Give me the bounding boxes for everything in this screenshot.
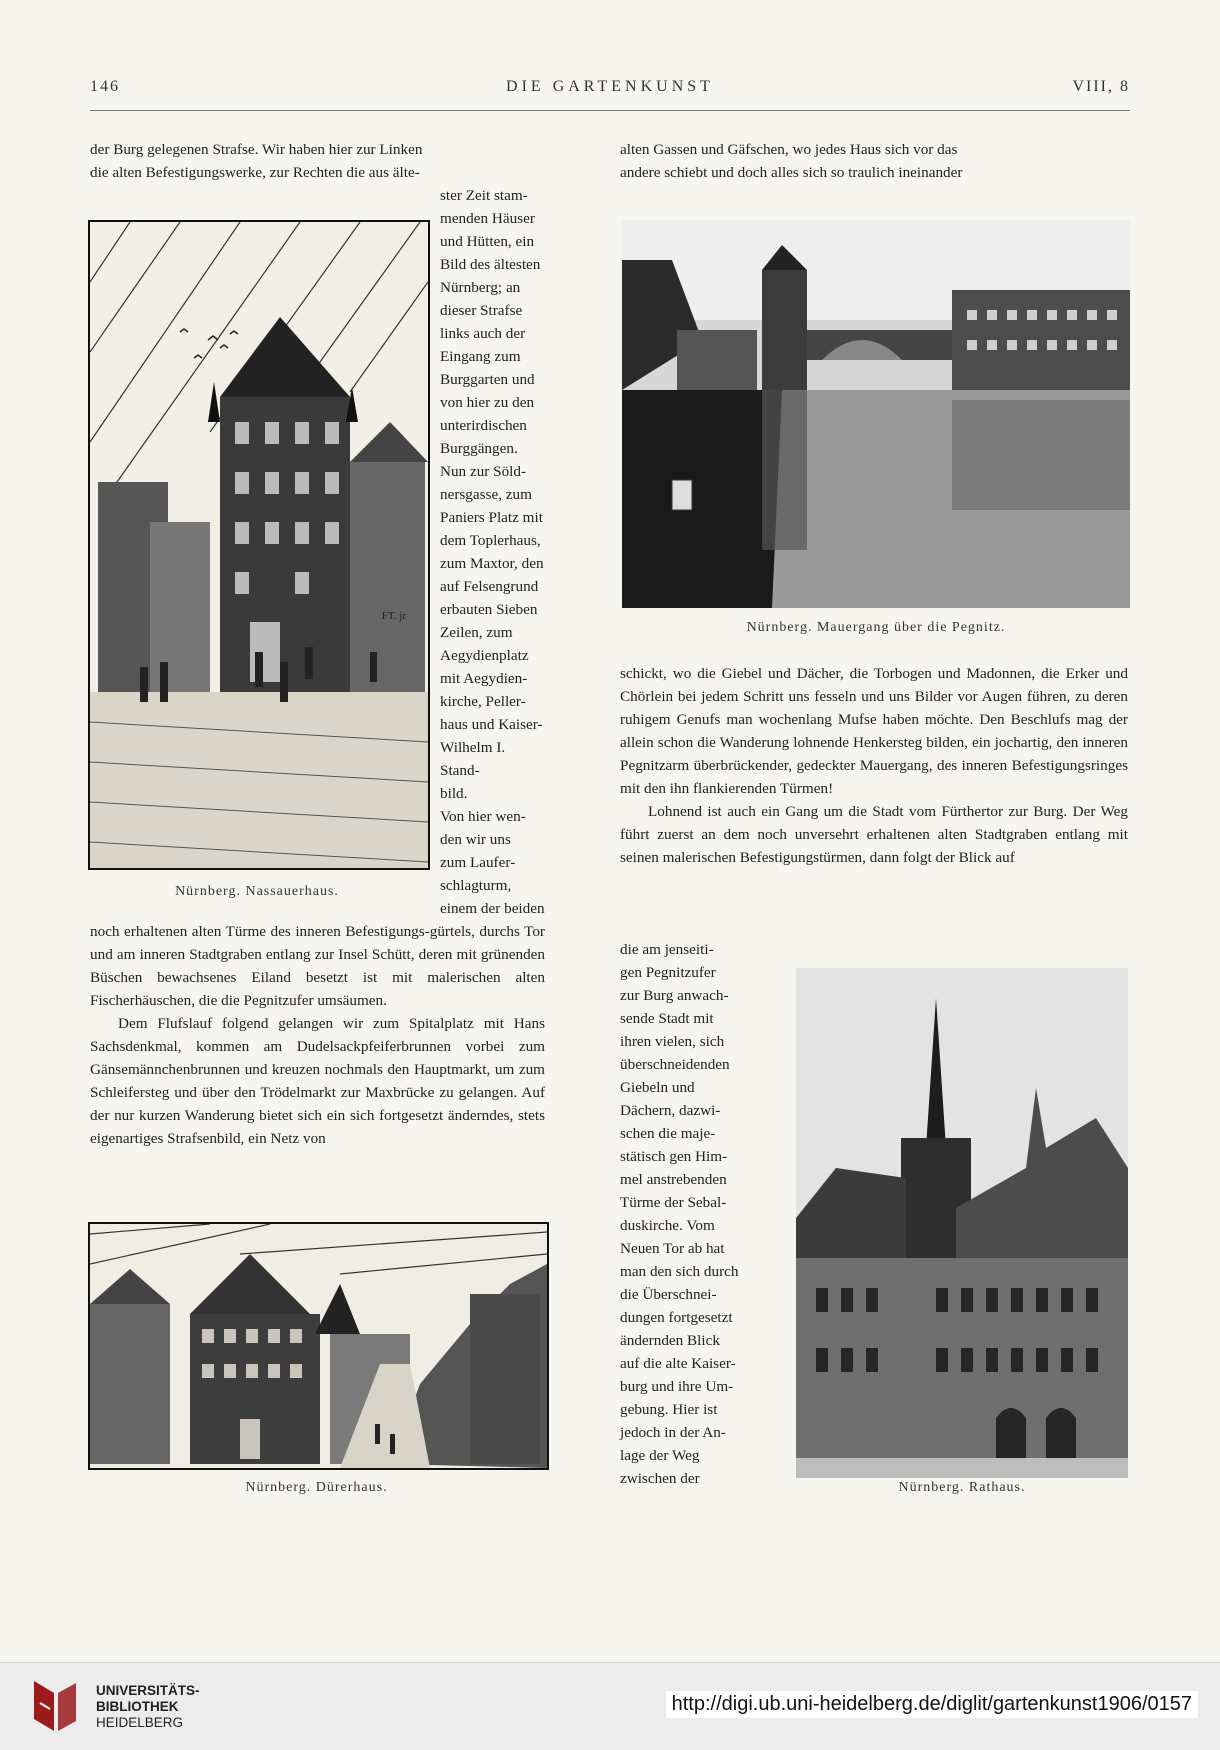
text-line: ändernden Blick <box>620 1332 720 1349</box>
text-line: nersgasse, zum <box>440 486 532 503</box>
text-line: Paniers Platz mit <box>440 509 543 526</box>
text-line: unterirdischen <box>440 417 527 434</box>
text-line: Aegydienplatz <box>440 647 529 664</box>
nassauerhaus-illustration <box>88 220 430 870</box>
text-line: gen Pegnitzufer <box>620 964 716 981</box>
text-line: Bild des ältesten <box>440 256 541 273</box>
text-line: sende Stadt mit <box>620 1010 714 1027</box>
text-line: der Burg gelegenen Strafse. Wir haben hier zur Linken <box>90 141 423 158</box>
text-line: Dächern, dazwi- <box>620 1102 721 1119</box>
text-line: lage der Weg <box>620 1447 700 1464</box>
paragraph: Dem Flufslauf folgend gelangen wir zum Spitalplatz mit Hans Sachsdenkmal, kommen am Dudelsackpfeiferbrunnen vorbei zum Gänsemännchenbrunnen und kreuzen nochmals den Hauptmarkt, um zum Schleifersteg und über den Trödelmarkt zur Maxbrücke zu gelangen. Auf der nur kurzen Wanderung bietet sich ein sich fortgesetzt änderndes, stets eigenartiges Strafsenbild, ein Netz von <box>90 1015 545 1147</box>
text-line: erbauten Sieben <box>440 601 538 618</box>
text-line: auf die alte Kaiser- <box>620 1355 736 1372</box>
text-line: Eingang zum <box>440 348 521 365</box>
text-line: Giebeln und <box>620 1079 695 1096</box>
right-paragraphs <box>620 662 1128 869</box>
text-line: einem der beiden <box>440 900 545 917</box>
text-line: zwischen der <box>620 1470 700 1487</box>
right-top-lines <box>620 138 1128 184</box>
text-line: burg und ihre Um- <box>620 1378 734 1395</box>
paragraph: Lohnend ist auch ein Gang um die Stadt vom Fürthertor zur Burg. Der Weg führt zuerst an dem noch unversehrt erhaltenen alten Stadtgraben entlang mit seinen malerischen Befestigungstürmen, dann folgt der Blick auf <box>620 803 1128 866</box>
running-header <box>90 78 1130 102</box>
text-line: Zeilen, zum <box>440 624 513 641</box>
text-line: schen die maje- <box>620 1125 716 1142</box>
text-line: haus und Kaiser- <box>440 716 543 733</box>
text-line: Neuen Tor ab hat <box>620 1240 725 1257</box>
header-rule <box>90 110 1130 111</box>
text-line: von hier zu den <box>440 394 535 411</box>
text-line: dungen fortgesetzt <box>620 1309 733 1326</box>
left-paragraphs <box>90 920 545 1150</box>
artist-signature-wrap <box>306 610 406 622</box>
text-line: Nun zur Söld- <box>440 463 527 480</box>
text-line: dem Toplerhaus, <box>440 532 541 549</box>
text-line: andere schiebt und doch alles sich so traulich ineinander <box>620 164 963 181</box>
text-line: kirche, Peller- <box>440 693 526 710</box>
page-number: 146 <box>90 78 120 95</box>
text-line: gebung. Hier ist <box>620 1401 718 1418</box>
artist-signature: FT. jr <box>381 610 406 622</box>
text-line: stätisch gen Him- <box>620 1148 728 1165</box>
text-line: zum Laufer- <box>440 854 516 871</box>
left-top-lines <box>90 138 545 184</box>
text-line: überschneidenden <box>620 1056 730 1073</box>
text-line: mit Aegydien- <box>440 670 528 687</box>
text-line: mel anstrebenden <box>620 1171 727 1188</box>
text-line: den wir uns <box>440 831 511 848</box>
text-line: die am jenseiti- <box>620 941 714 958</box>
journal-title: DIE GARTENKUNST <box>506 78 714 95</box>
rathaus-photo <box>796 968 1128 1478</box>
source-url-link[interactable]: http://digi.ub.uni-heidelberg.de/diglit/gartenkunst1906/0157 <box>666 1691 1198 1718</box>
library-line: UNIVERSITÄTS- <box>96 1683 200 1698</box>
text-line: jedoch in der An- <box>620 1424 726 1441</box>
text-line: duskirche. Vom <box>620 1217 715 1234</box>
text-line: zur Burg anwach- <box>620 987 729 1004</box>
figure-caption: Nürnberg. Nassauerhaus. <box>175 884 339 899</box>
mauergang-photo <box>622 220 1130 608</box>
library-line: BIBLIOTHEK <box>96 1699 179 1714</box>
figure-caption: Nürnberg. Mauergang über die Pegnitz. <box>746 620 1006 635</box>
text-line: Burggängen. <box>440 440 518 457</box>
text-line: zum Maxtor, den <box>440 555 544 572</box>
text-line: die alten Befestigungswerke, zur Rechten die aus älte- <box>90 164 420 181</box>
digitization-footer <box>0 1662 1220 1750</box>
text-line: und Hütten, ein <box>440 233 535 250</box>
text-line: Von hier wen- <box>440 808 526 825</box>
figure-caption: Nürnberg. Dürerhaus. <box>245 1480 388 1495</box>
duererhaus-illustration <box>88 1222 549 1470</box>
text-line: ihren vielen, sich <box>620 1033 725 1050</box>
text-line: ster Zeit stam- <box>440 187 528 204</box>
library-name <box>96 1683 276 1731</box>
figure-caption: Nürnberg. Rathaus. <box>898 1480 1026 1495</box>
paragraph: noch erhaltenen alten Türme des inneren Befestigungs-gürtels, durchs Tor und am inneren Stadtgraben entlang zur Insel Schütt, deren mit grünenden Büschen bewachsenes Eiland besetzt ist mit malerischen alten Fischerhäuschen, die die Pegnitzufer umsäumen. <box>90 923 545 1009</box>
text-line: die Überschnei- <box>620 1286 717 1303</box>
text-line: menden Häuser <box>440 210 535 227</box>
text-line: Wilhelm I. Stand- <box>440 739 506 779</box>
volume-number: VIII, 8 <box>1072 78 1130 95</box>
text-line: bild. <box>440 785 468 802</box>
text-line: man den sich durch <box>620 1263 739 1280</box>
text-line: auf Felsengrund <box>440 578 539 595</box>
library-logo-icon <box>28 1675 80 1737</box>
text-line: alten Gassen und Gäfschen, wo jedes Haus sich vor das <box>620 141 958 158</box>
text-line: schlagturm, <box>440 877 512 894</box>
text-line: Türme der Sebal- <box>620 1194 727 1211</box>
text-line: links auch der <box>440 325 526 342</box>
left-narrow-text <box>440 184 545 920</box>
library-line: HEIDELBERG <box>96 1715 184 1730</box>
right-narrow-text <box>620 938 776 1490</box>
text-line: Burggarten und <box>440 371 535 388</box>
text-line: dieser Strafse <box>440 302 523 319</box>
text-line: Nürnberg; an <box>440 279 521 296</box>
paragraph: schickt, wo die Giebel und Dächer, die Torbogen und Madonnen, die Erker und Chörlein bei jedem Schritt uns fesseln und uns Bilder vor Augen führen, zu deren ruhigem Genufs man wochenlang Mufse haben möchte. Den Beschlufs mag der allein schon die Wanderung lohnende Henkersteg bilden, ein jochartig, den inneren Pegnitzarm überbrückender, gedeckter Mauergang, des inneren Befestigungsringes mit den ihn flankierenden Türmen! <box>620 665 1128 797</box>
